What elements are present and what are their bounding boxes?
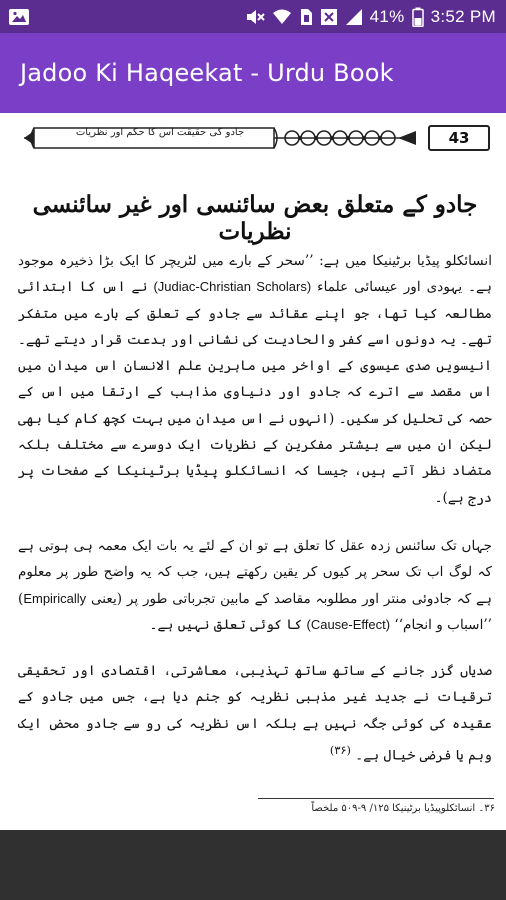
wifi-icon: [272, 8, 292, 26]
image-notification-icon: [8, 8, 30, 26]
mute-icon: [245, 8, 265, 26]
app-bar: [0, 33, 506, 113]
body-text: [18, 248, 492, 789]
paragraph: انسائکلو پیڈیا برٹینیکا میں ہے: ’’سحر کے بارے میں لٹریچر کا ایک بڑا ذخیرہ موجود ہے۔ یہودی اور عیسائی علماء (Judiac-Christian Scholars) نے اس کا ابتدائی مطالعہ کیا تھا، جو اپنے عقائد سے جادو کے تعلق کے بارے میں متفکر تھے۔ یہ دونوں اسے کفر والحادیت کی نشانی اور بدعت قرار دیتے تھے۔ انیسویں صدی عیسوی کے اواخر میں ماہرین علم الانسان اس میدان میں اس مقصد سے اترے کہ جادو اور دنیاوی مذاہب کے ارتقا میں اس کے حصہ کی تحلیل کر سکیں۔ (انہوں نے اس میدان میں بہت کچھ کام کیا بھی لیکن ان میں سے بیشتر مفکرین کے نظریات ایک دوسرے سے مختلف بلکہ متضاد نظر آتے ہیں، جیسا کہ انسائکلو پیڈیا برٹینیکا کے صفحات پر درج ہے)۔: [17, 253, 492, 506]
page-number: 43: [428, 125, 490, 151]
sim-icon: [299, 8, 313, 26]
page-header: [20, 121, 504, 153]
battery-icon: [412, 7, 424, 27]
clock: 3:52 PM: [430, 6, 496, 26]
running-head: جادو کی حقیقت اس کا حکم اور نظریات: [75, 127, 245, 138]
footnote: ۳۶۔ انسائکلوپیڈیا برٹینیکا ۱۲۵/ ۹-۵۰۹ ملخصاً: [311, 803, 495, 814]
cancel-icon: [320, 8, 338, 26]
book-page[interactable]: [0, 113, 506, 830]
footnote-divider: [258, 798, 494, 799]
app-title: Jadoo Ki Haqeekat - Urdu Book: [20, 59, 394, 87]
paragraph: جہاں تک سائنس زدہ عقل کا تعلق ہے تو ان کے لئے یہ بات ایک معمہ ہی ہوتی ہے کہ لوگ اب تک سحر پر کیوں کر یقین رکھتے ہیں، جب کہ یہ واضح طور پر معلوم ہے کہ جادوئی منتر اور مطلوبہ مقاصد کے مابین تجرباتی طور پر (یعنی Empirically) ’’اسباب و انجام‘‘ (Cause-Effect) کا کوئی تعلق نہیں ہے۔: [18, 537, 492, 633]
footnote-reference: (۳۶): [329, 743, 351, 758]
chapter-title: جادو کے متعلق بعض سائنسی اور غیر سائنسی نظریات: [32, 191, 478, 245]
status-bar: [0, 0, 506, 33]
paragraph: صدیاں گزر جانے کے ساتھ ساتھ تہذیبی، معاشرتی، اقتصادی اور تحقیقی ترقیات نے جدید غیر مذہبی نظریہ کو جنم دیا ہے، جس میں جادو کے عقیدہ کی کوئی جگہ نہیں ہے بلکہ اس نظریہ کی رو سے جادو محض ایک وہم یا فرضی خیال ہے۔ $^{(۳۶)}$: [18, 663, 492, 764]
navigation-bar: [0, 830, 506, 900]
battery-percentage: 41%: [369, 6, 405, 26]
cellular-signal-icon: [345, 8, 363, 26]
